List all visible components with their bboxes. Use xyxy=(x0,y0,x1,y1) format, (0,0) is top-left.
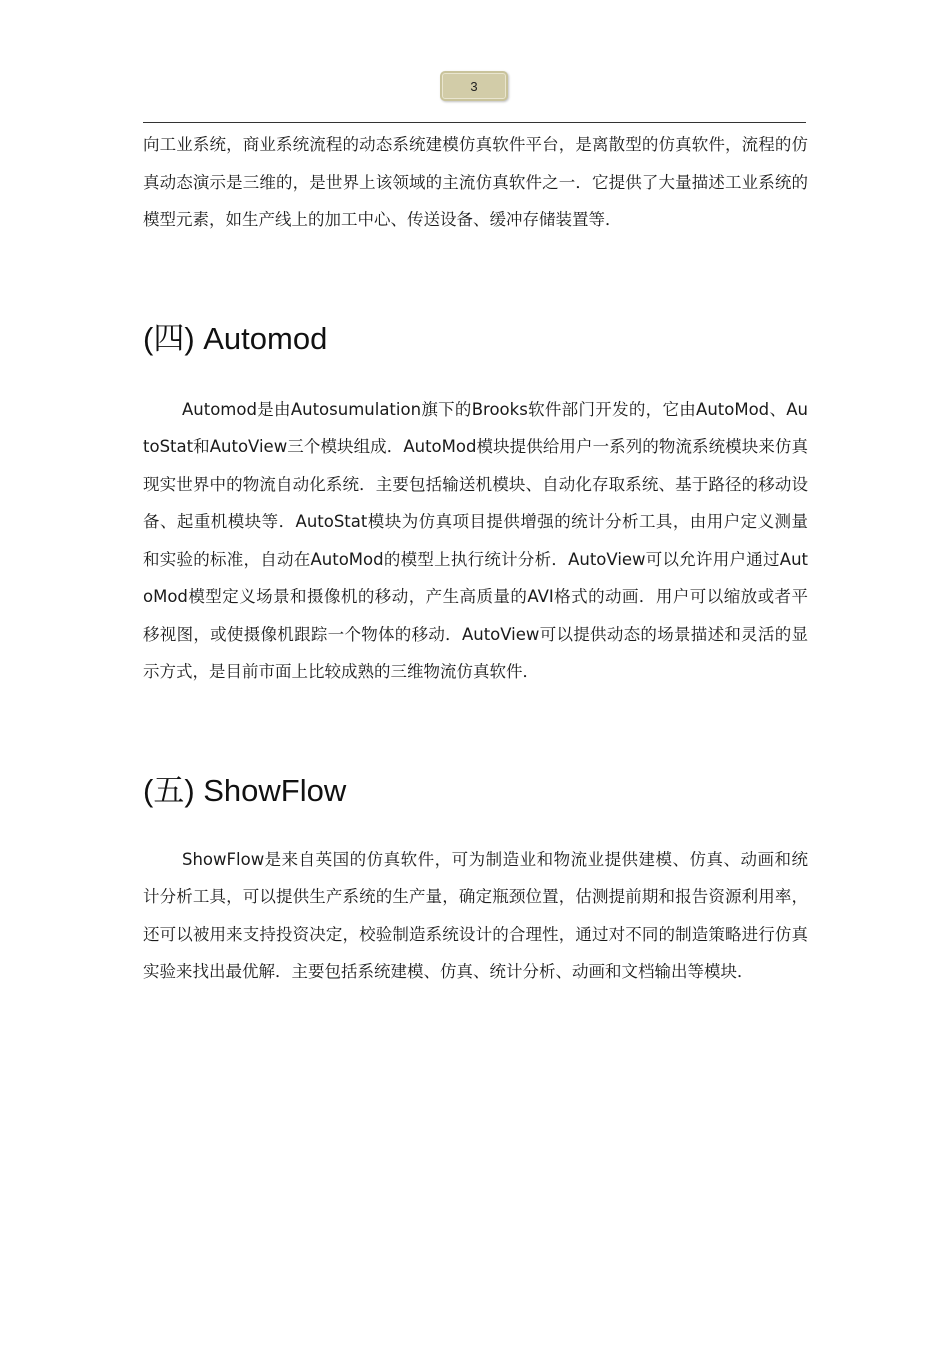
intro-paragraph: 向工业系统，商业系统流程的动态系统建模仿真软件平台，是离散型的仿真软件，流程的仿真动态演示是三维的，是世界上该领域的主流仿真软件之一．它提供了大量描述工业系统的模型元素，如生产线上的加工中心、传送设备、缓冲存储装置等． xyxy=(143,135,808,229)
page-number: 3 xyxy=(470,78,478,94)
section-heading-automod: (四) Automod xyxy=(143,320,328,356)
header-divider xyxy=(143,122,806,123)
section-heading-showflow: (五) ShowFlow xyxy=(143,772,347,808)
automod-paragraph: Automod是由Autosumulation旗下的Brooks软件部门开发的，它由AutoMod、AutoStat和AutoView三个模块组成．AutoMod模块提供给用户一系列的物流系统模块来仿真现实世界中的物流自动化系统．主要包括输送机模块、自动化存取系统、基于路径的移动设备、起重机模块等．AutoStat模块为仿真项目提供增强的统计分析工具，由用户定义测量和实验的标准，自动在AutoMod的模型上执行统计分析．AutoView可以允许用户通过AutoMod模型定义场景和摄像机的移动，产生高质量的AVI格式的动画．用户可以缩放或者平移视图，或使摄像机跟踪一个物体的移动．AutoView可以提供动态的场景描述和灵活的显示方式，是目前市面上比较成熟的三维物流仿真软件． xyxy=(143,399,808,681)
document-body xyxy=(143,126,808,991)
showflow-paragraph: ShowFlow是来自英国的仿真软件，可为制造业和物流业提供建模、仿真、动画和统计分析工具，可以提供生产系统的生产量，确定瓶颈位置，估测提前期和报告资源利用率，还可以被用来支持投资决定，校验制造系统设计的合理性，通过对不同的制造策略进行仿真实验来找出最优解．主要包括系统建模、仿真、统计分析、动画和文档输出等模块． xyxy=(143,849,808,981)
page-number-badge xyxy=(440,71,508,101)
